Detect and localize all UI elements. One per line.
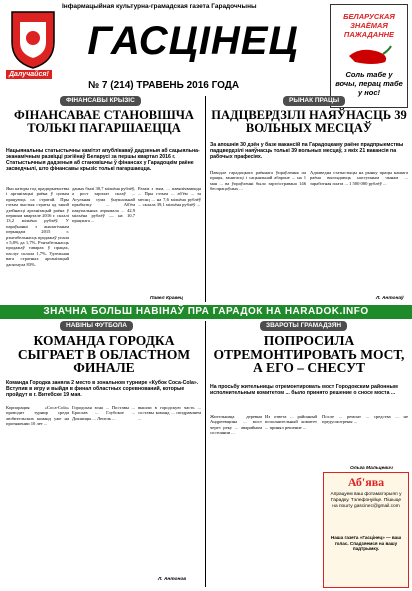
lead-labour: За апошнія 30 дзён у базе вакансій па Гарадоцкаму раёне прадпрыемствы падцвердзілі наяўнасць толькі 39 вольных месцаў, з якіх 21 вакансія па рабочых прафесіях. [210, 142, 404, 160]
lead-finance: Нацыянальны статыстычны камітэт апублікаваў дадзеныя аб сацыяльна-эканамічным развіцці рэгіёнаў Беларусі за першы квартал 2016 г. Статыстычныя дадзеныя аб становішчы ў фінансах у Гарадоцкім раёне засведчылі, што фінансавы крызіс толькі пагаршаецца. [6, 148, 200, 172]
body-bridge-col1: Жительница деревни Андреевщина ... мост через реку ... аварийном состоянии ... [210, 414, 262, 436]
column-divider-bottom [205, 321, 206, 587]
headline-bridge: ПОПРОСИЛА ОТРЕМОНТИРОВАТЬ МОСТ, А ЕГО – СНЕСУТ [213, 333, 405, 375]
section-label-finance: ФІНАНСАВЫ КРЫЗІС [60, 96, 141, 106]
masthead-title: ГАСЦІНЕЦ [87, 19, 299, 63]
lead-football: Команда Городка заняла 2 место в зональном турнире «Кубок Соса-Сola». Вступив в игру и выйдя в финал областных соревнований, которые пройдут в г. Витебске 19 мая. [6, 380, 199, 398]
section-label-citizens: ЗВАРОТЫ ГРАМАДЗЯН [260, 321, 347, 331]
body-football-col3: вышли в городскую часть ... составы команд ... поздравляем ... [138, 405, 201, 421]
body-labour-col2: Адпаведна статыстыцы на рынку працы нашага раёна выглядаюць наступным чынам ... заработная плата ... 1 500 000 рублёў ... [310, 170, 408, 186]
body-football-col2: Городская зона ... Поставы ... Браслав ... Глубокое ... Докшицы ... Лепель ... [72, 405, 135, 421]
ad-text: Апрацуем ваш фотаматэрыял у Гарадку. Тэлефонуйце. Пішыце на пошту gascinec@gmail.com [330, 492, 402, 509]
body-finance-col1: Яно каторы год прадпрыемствы і арганізацыі раёна ў цэлым працуюць са стратай. Пры гэтым чыстыя страты ад такой дзейнасці арганізацый раёна ў першым квартале 2016 г. склалі 13,2 мільёна рублёў. У параўнанні з аналагічным перыядам 2015 г. рэнтабельнасць продажаў упала з 5,8% да 1,7%. Рэнтабельнасць продажаў таварах ў працах, паслуг склала 1,7%. Удзельная вага стратных арганізацый дасягнула 83%. [6, 186, 69, 267]
body-labour-col1: Паводле гарадоцкага раённага ўпраўлення па працы, занятасці і сацыяльнай абароне ... на 1 мая ... ва ўпраўленні было зарэгістравана 146 беспрацоўных ... [210, 170, 306, 192]
coat-of-arms-icon [6, 8, 60, 70]
section-label-labour: РЫНАК ПРАЦЫ [283, 96, 345, 106]
signature-football: Л. Антонов [158, 577, 187, 582]
lead-bridge: На просьбу жительницы отремонтировать мост Городокским районным исполнительным комитетом ... было принято решение о сносе моста ... [210, 384, 398, 396]
body-football-col1: Корпорация «Сосa-Cola» пpoводит турнир среди любительских команд уже на протяжении 10 лет ... [6, 405, 69, 427]
website-banner-text[interactable]: ЗНАЧНА БОЛЬШ НАВІНАЎ ПРА ГАРАДОК НА HARADOK.INFO [43, 306, 369, 317]
promo-top-text: БЕЛАРУСКАЯ ЗНАЁМАЯ ПАЖАДАННЕ [343, 12, 395, 39]
signature-labour: Л. Антонаў [376, 296, 404, 301]
motto: Далучайся! [6, 70, 52, 79]
issue-line: № 7 (214) ТРАВЕНЬ 2016 ГОДА [88, 80, 240, 91]
body-finance-col2: даных былі 30,7 мільёна рублёў, а рост зарплат склаў ... Агульная сума ўнушальнай прыбытку ... Аб'ём пакупальных атрымала ... 42,9 мільёна рублёў — на 10,7 працэнта ... [72, 186, 135, 224]
ad-title: Аб'ява [347, 475, 385, 489]
body-bridge-col3: После ... ремонт ... средства ... не предусмотрены ... [322, 414, 408, 425]
section-label-football: НАВІНЫ ФУТБОЛА [60, 321, 133, 331]
signature-finance: Павел Кравец [150, 296, 184, 301]
promo-bottom-text: Соль табе у вочы, перац табе у нос! [335, 70, 403, 97]
headline-labour: ПАДЦВЕРДЗІЛІ НАЯЎНАСЦЬ 39 ВОЛЬНЫХ МЕСЦАЎ [211, 108, 407, 135]
headline-football: КОМАНДА ГОРОДКА СЫГРАЕТ В ОБЛАСТНОМ ФИНАЛЕ [17, 333, 191, 375]
signature-bridge: Ольга Мальцевич [350, 466, 393, 471]
body-finance-col3: Разам з тым, ... павялічваюцца ... Пры гэтым ... аб'ём ... за месяц ... на 7,6 мільёна рублёў ... склала 39,1 мільёна рублёў ... [138, 186, 201, 208]
ad-footer: Наша газета «Гасцінец» — ваш голас. Спадзяемся на вашу падтрымку. [330, 535, 402, 552]
tagline: Інфармацыйная культурна-грамадская газета Гарадоччыны [62, 3, 257, 10]
pepper-icon [345, 44, 393, 68]
headline-finance: ФІНАНСАВАЕ СТАНОВІШЧА ТОЛЬКІ ПАГАРШАЕЦЦА [14, 108, 194, 135]
masthead-title-wrap [62, 12, 324, 70]
column-divider-top [205, 96, 206, 302]
body-bridge-col2: Из ответа ... районный исполнительный комитет ... принял решение ... [265, 414, 317, 430]
